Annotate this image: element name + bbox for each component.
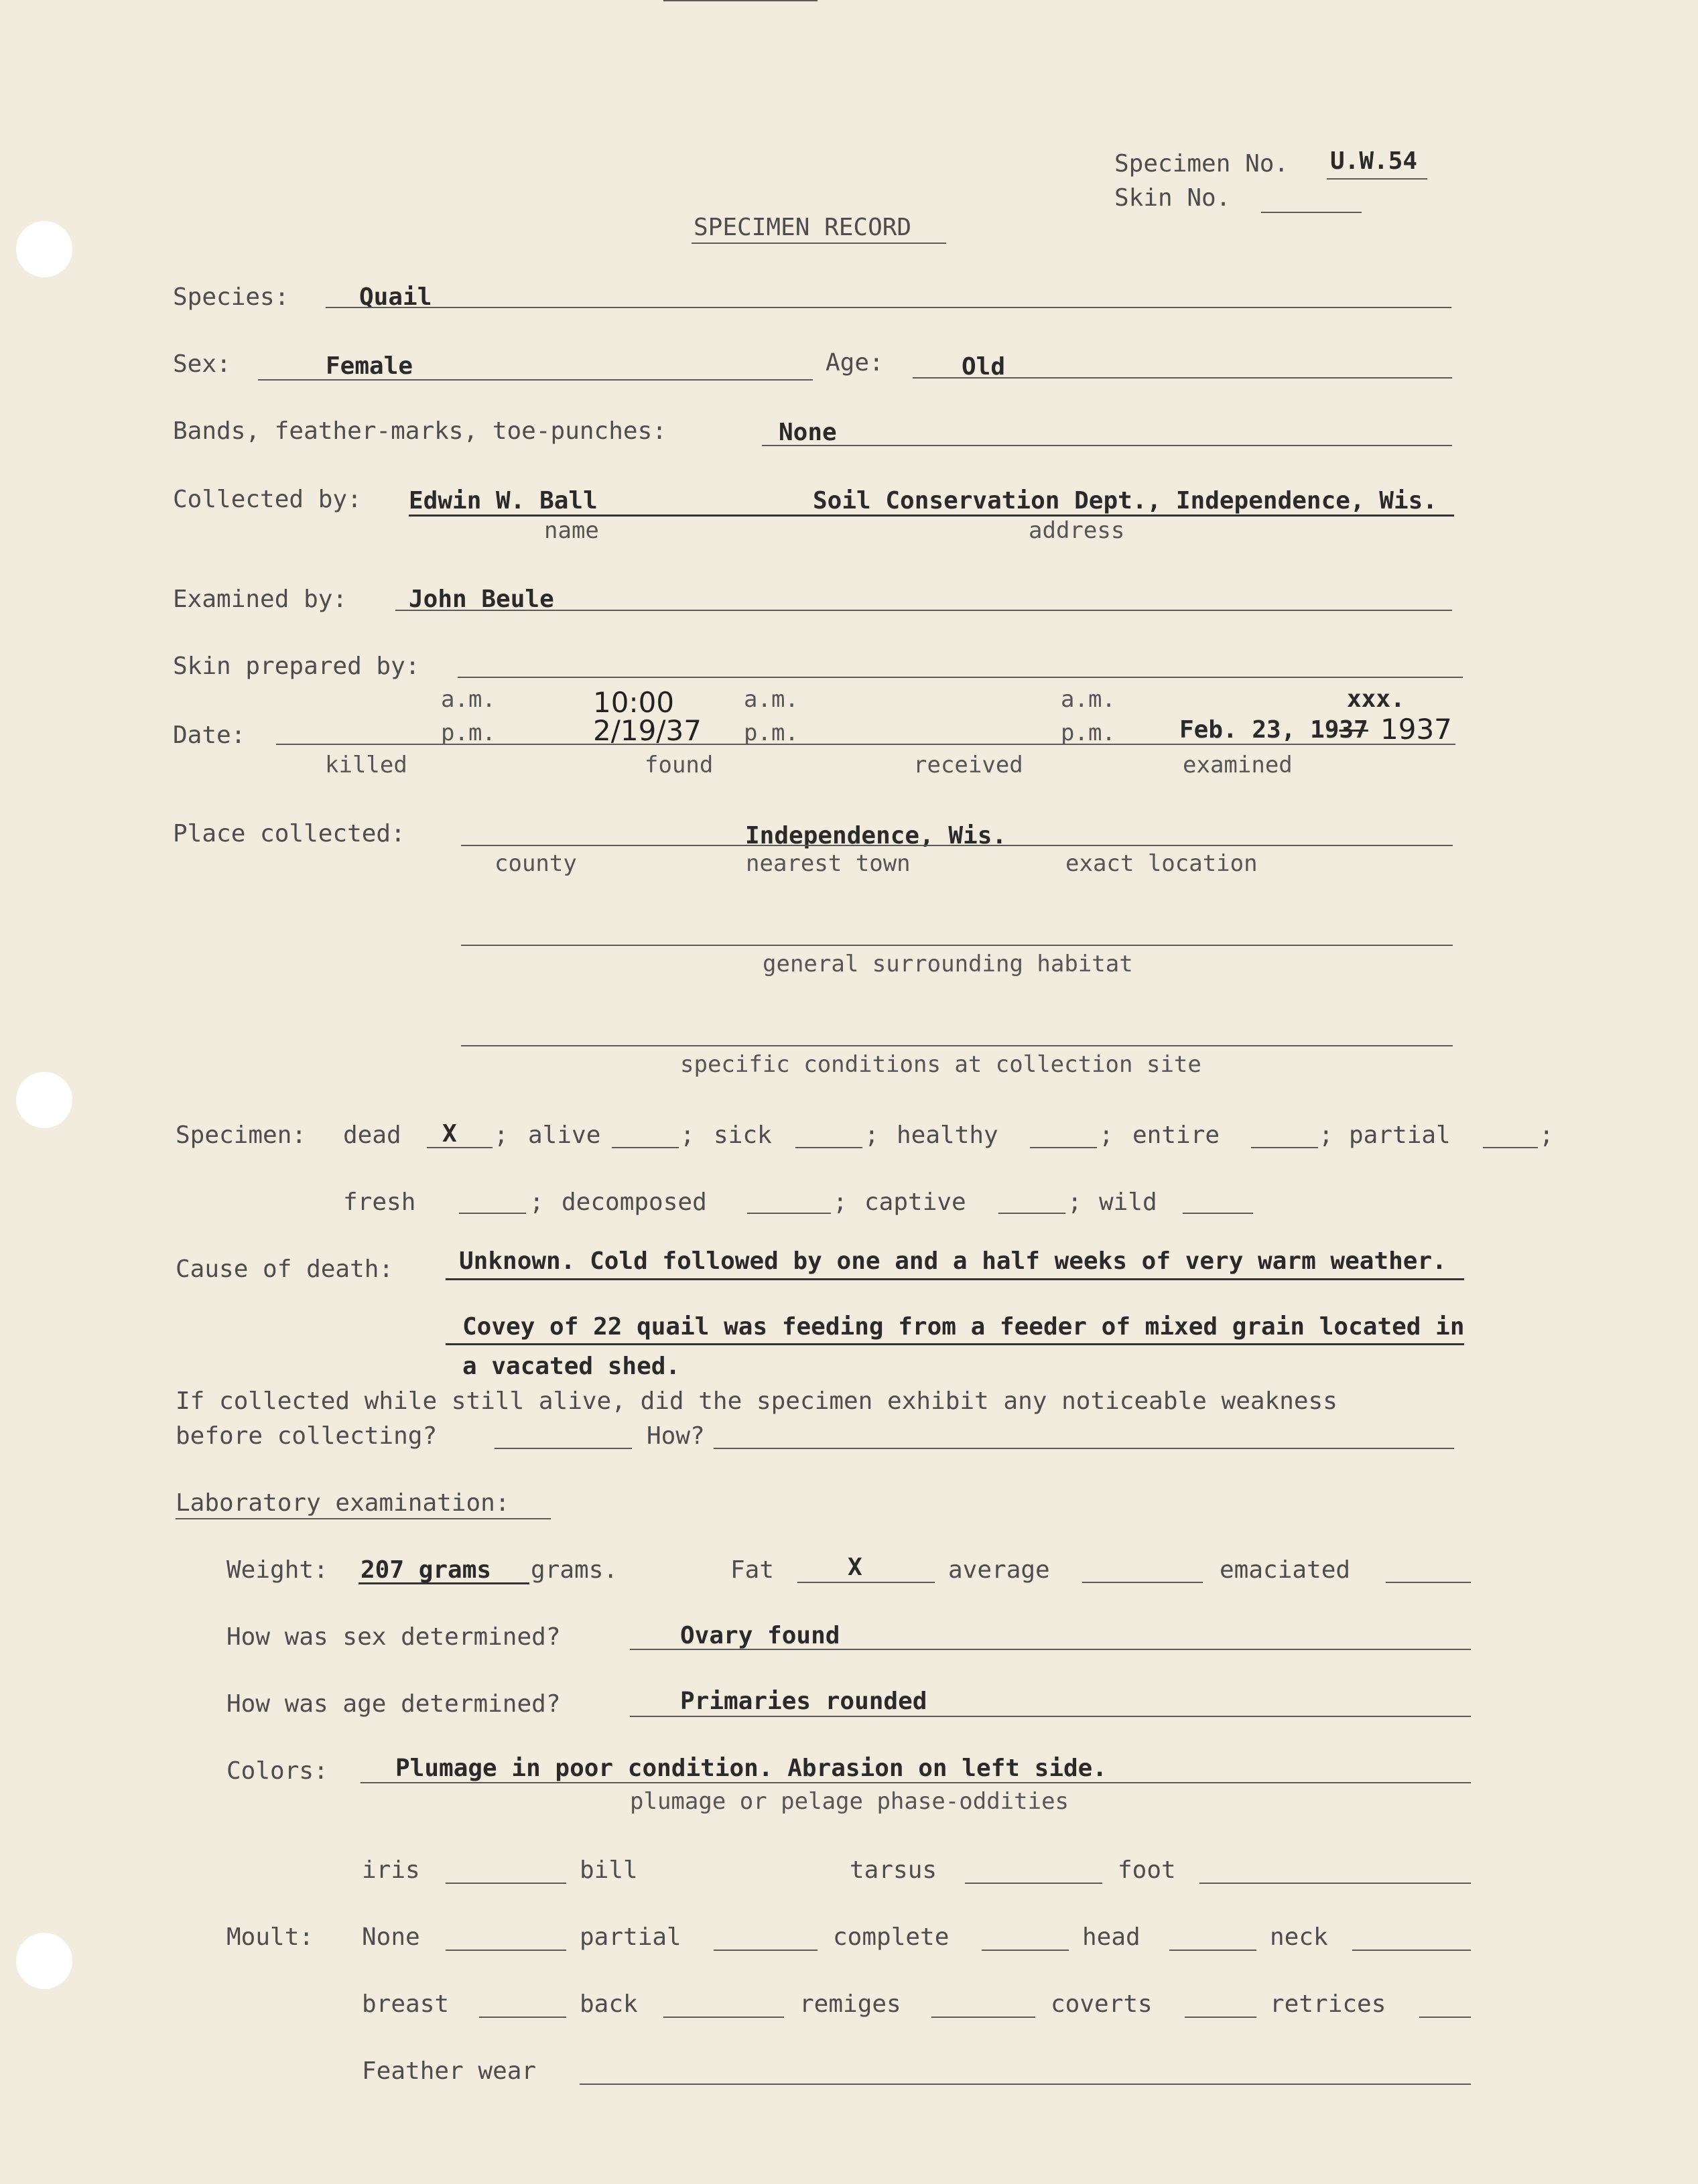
specimen-captive-label: captive — [864, 1188, 966, 1216]
date-examined-value — [1179, 718, 1368, 742]
back-label: back — [580, 1990, 638, 2018]
feather-wear-label: Feather wear — [362, 2057, 537, 2085]
alive-question-line1: If collected while still alive, did the specimen exhibit any noticeable weakness — [176, 1387, 1337, 1415]
date-found-pm: p.m. — [744, 720, 799, 746]
punch-hole-top — [16, 221, 72, 277]
place-location-caption: exact location — [1065, 850, 1258, 877]
remiges-label: remiges — [799, 1990, 901, 2018]
specimen-dead-mark: X — [442, 1120, 457, 1148]
bands-line — [762, 445, 1452, 446]
emaciated-line — [1386, 1582, 1471, 1583]
specimen-dead-label: dead — [343, 1121, 401, 1149]
date-found-am: a.m. — [744, 686, 799, 713]
cause-line2-rule — [446, 1343, 1464, 1345]
date-killed-pm: p.m. — [441, 720, 496, 746]
lab-label: Laboratory examination: — [176, 1489, 510, 1517]
colors-label: Colors: — [226, 1757, 328, 1785]
specimen-fresh-label: fresh — [343, 1188, 416, 1216]
moult-neck-line — [1352, 1950, 1471, 1951]
place-label: Place collected: — [173, 820, 405, 847]
average-line — [1082, 1582, 1203, 1583]
punch-hole-middle — [16, 1072, 72, 1128]
date-examined-year: 1937 — [1380, 713, 1452, 746]
page-title: SPECIMEN RECORD — [694, 214, 912, 241]
average-label: average — [948, 1556, 1050, 1584]
specimen-sick-line — [795, 1147, 862, 1148]
cause-line1-rule — [446, 1278, 1464, 1280]
bands-value: None — [779, 419, 837, 446]
age-value: Old — [962, 353, 1006, 381]
collector-address: Soil Conservation Dept., Independence, Wis. — [813, 487, 1437, 515]
alive-how-label: How? — [647, 1422, 705, 1450]
back-line — [663, 2017, 784, 2018]
specimen-captive-line — [998, 1213, 1065, 1214]
age-method-line — [630, 1716, 1471, 1717]
remiges-line — [931, 2017, 1035, 2018]
skin-prepared-label: Skin prepared by: — [173, 653, 420, 680]
date-line — [276, 744, 1455, 745]
moult-neck-label: neck — [1270, 1923, 1328, 1951]
colors-value: Plumage in poor condition. Abrasion on left side. — [395, 1755, 1108, 1782]
tarsus-line — [965, 1883, 1102, 1884]
collector-address-caption: address — [1029, 517, 1125, 544]
specimen-entire-line — [1251, 1147, 1318, 1148]
place-line — [461, 845, 1453, 846]
place-town-value: Independence, Wis. — [745, 822, 1007, 849]
date-received-am: a.m. — [1061, 686, 1116, 713]
age-label: Age: — [826, 349, 884, 377]
moult-partial-line — [714, 1950, 818, 1951]
specimen-partial-line — [1483, 1147, 1538, 1148]
specimen-wild-line — [1183, 1213, 1253, 1214]
feather-wear-line — [580, 2084, 1471, 2085]
cause-line3: a vacated shed. — [462, 1353, 681, 1380]
sex-method-line — [630, 1649, 1471, 1650]
moult-complete-line — [982, 1950, 1069, 1951]
moult-complete-label: complete — [833, 1923, 950, 1951]
alive-question-line — [495, 1448, 632, 1449]
iris-line — [446, 1883, 566, 1884]
fat-label: Fat — [730, 1556, 775, 1584]
coverts-label: coverts — [1051, 1990, 1153, 2018]
species-label: Species: — [173, 283, 289, 311]
habitat-line — [461, 945, 1453, 946]
specimen-alive-label: alive — [528, 1121, 601, 1149]
sep-semicolon: ; — [833, 1188, 848, 1216]
species-value: Quail — [359, 283, 432, 311]
moult-head-line — [1169, 1950, 1256, 1951]
retrices-line — [1419, 2017, 1471, 2018]
species-line — [326, 307, 1451, 308]
specimen-healthy-line — [1030, 1147, 1097, 1148]
title-underline — [692, 243, 946, 244]
specimen-healthy-label: healthy — [897, 1121, 998, 1149]
weight-label: Weight: — [226, 1556, 328, 1584]
cause-line1: Unknown. Cold followed by one and a half weeks of very warm weather. — [459, 1247, 1447, 1275]
sep-semicolon: ; — [680, 1121, 695, 1149]
date-examined-xxx: xxx. — [1347, 685, 1405, 713]
sex-label: Sex: — [173, 350, 231, 378]
date-killed-am: a.m. — [441, 686, 496, 713]
retrices-label: retrices — [1270, 1990, 1386, 2018]
date-received-pm: p.m. — [1061, 720, 1116, 746]
cause-label: Cause of death: — [176, 1255, 394, 1283]
breast-line — [479, 2017, 566, 2018]
colors-caption: plumage or pelage phase-oddities — [630, 1788, 1069, 1815]
sep-semicolon: ; — [1539, 1121, 1554, 1149]
examined-by-line — [395, 610, 1452, 611]
examined-by-label: Examined by: — [173, 586, 348, 613]
bill-line — [663, 0, 818, 1]
specimen-no-line — [1327, 178, 1427, 180]
moult-head-label: head — [1082, 1923, 1140, 1951]
date-examined-text: Feb. 23, 19 — [1179, 716, 1340, 744]
sep-semicolon: ; — [1319, 1121, 1333, 1149]
specimen-wild-label: wild — [1099, 1188, 1157, 1216]
conditions-line — [461, 1045, 1453, 1046]
date-examined-strike: 37 — [1339, 716, 1368, 744]
breast-label: breast — [362, 1990, 450, 2018]
fat-mark: X — [848, 1554, 862, 1581]
collector-name: Edwin W. Ball — [409, 487, 598, 515]
sep-semicolon: ; — [494, 1121, 509, 1149]
date-examined-caption: examined — [1183, 752, 1293, 778]
weight-line — [358, 1582, 529, 1584]
place-town-caption: nearest town — [746, 850, 911, 877]
foot-label: foot — [1118, 1856, 1176, 1884]
sex-method-question: How was sex determined? — [226, 1623, 561, 1651]
date-label: Date: — [173, 722, 246, 749]
collected-by-line — [409, 515, 1454, 517]
conditions-caption: specific conditions at collection site — [680, 1051, 1201, 1078]
date-found-time: 10:00 — [593, 686, 675, 719]
cause-line2: Covey of 22 quail was feeding from a feeder of mixed grain located in — [462, 1313, 1465, 1341]
collected-by-label: Collected by: — [173, 486, 362, 513]
date-found-date: 2/19/37 — [593, 714, 702, 747]
weight-value: 207 grams — [361, 1556, 492, 1584]
colors-line — [361, 1782, 1471, 1783]
specimen-alive-line — [612, 1147, 679, 1148]
specimen-no-value: U.W.54 — [1330, 147, 1418, 175]
punch-hole-bottom — [16, 1933, 72, 1989]
sex-method-answer: Ovary found — [680, 1622, 840, 1649]
lab-underline — [176, 1518, 551, 1519]
specimen-sick-label: sick — [714, 1121, 772, 1149]
sep-semicolon: ; — [529, 1188, 544, 1216]
tarsus-label: tarsus — [850, 1856, 937, 1884]
specimen-entire-label: entire — [1132, 1121, 1220, 1149]
coverts-line — [1185, 2017, 1256, 2018]
specimen-dead-line — [427, 1147, 493, 1148]
moult-none-line — [446, 1950, 566, 1951]
moult-label: Moult: — [226, 1923, 314, 1951]
weight-grams: grams. — [531, 1556, 618, 1584]
sep-semicolon: ; — [1067, 1188, 1082, 1216]
sep-semicolon: ; — [1099, 1121, 1114, 1149]
bill-label: bill — [580, 1856, 638, 1884]
place-county-caption: county — [495, 850, 577, 877]
collector-name-caption: name — [544, 517, 599, 544]
bands-label: Bands, feather-marks, toe-punches: — [173, 417, 667, 445]
specimen-fresh-line — [459, 1213, 526, 1214]
moult-none-label: None — [362, 1923, 420, 1951]
specimen-decomposed-label: decomposed — [562, 1188, 707, 1216]
examined-by-value: John Beule — [409, 586, 554, 613]
fat-line — [797, 1582, 935, 1583]
sep-semicolon: ; — [864, 1121, 879, 1149]
age-line — [913, 377, 1452, 379]
alive-how-line — [714, 1448, 1454, 1449]
sex-line — [258, 379, 813, 381]
emaciated-label: emaciated — [1220, 1556, 1351, 1584]
date-found-caption: found — [645, 752, 714, 778]
iris-label: iris — [362, 1856, 420, 1884]
specimen-partial-label: partial — [1349, 1121, 1451, 1149]
age-method-question: How was age determined? — [226, 1690, 561, 1718]
habitat-caption: general surrounding habitat — [763, 951, 1133, 977]
date-received-caption: received — [913, 752, 1023, 778]
specimen-label: Specimen: — [176, 1121, 307, 1149]
sex-value: Female — [326, 352, 413, 380]
specimen-decomposed-line — [747, 1213, 831, 1214]
age-method-answer: Primaries rounded — [680, 1688, 927, 1715]
moult-partial-label: partial — [580, 1923, 681, 1951]
skin-no-label: Skin No. — [1114, 184, 1231, 212]
alive-question-line2: before collecting? — [176, 1422, 438, 1450]
date-killed-caption: killed — [325, 752, 407, 778]
skin-prepared-line — [458, 677, 1463, 678]
foot-line — [1199, 1883, 1471, 1884]
skin-no-line — [1261, 212, 1362, 213]
specimen-no-label: Specimen No. — [1114, 150, 1289, 178]
